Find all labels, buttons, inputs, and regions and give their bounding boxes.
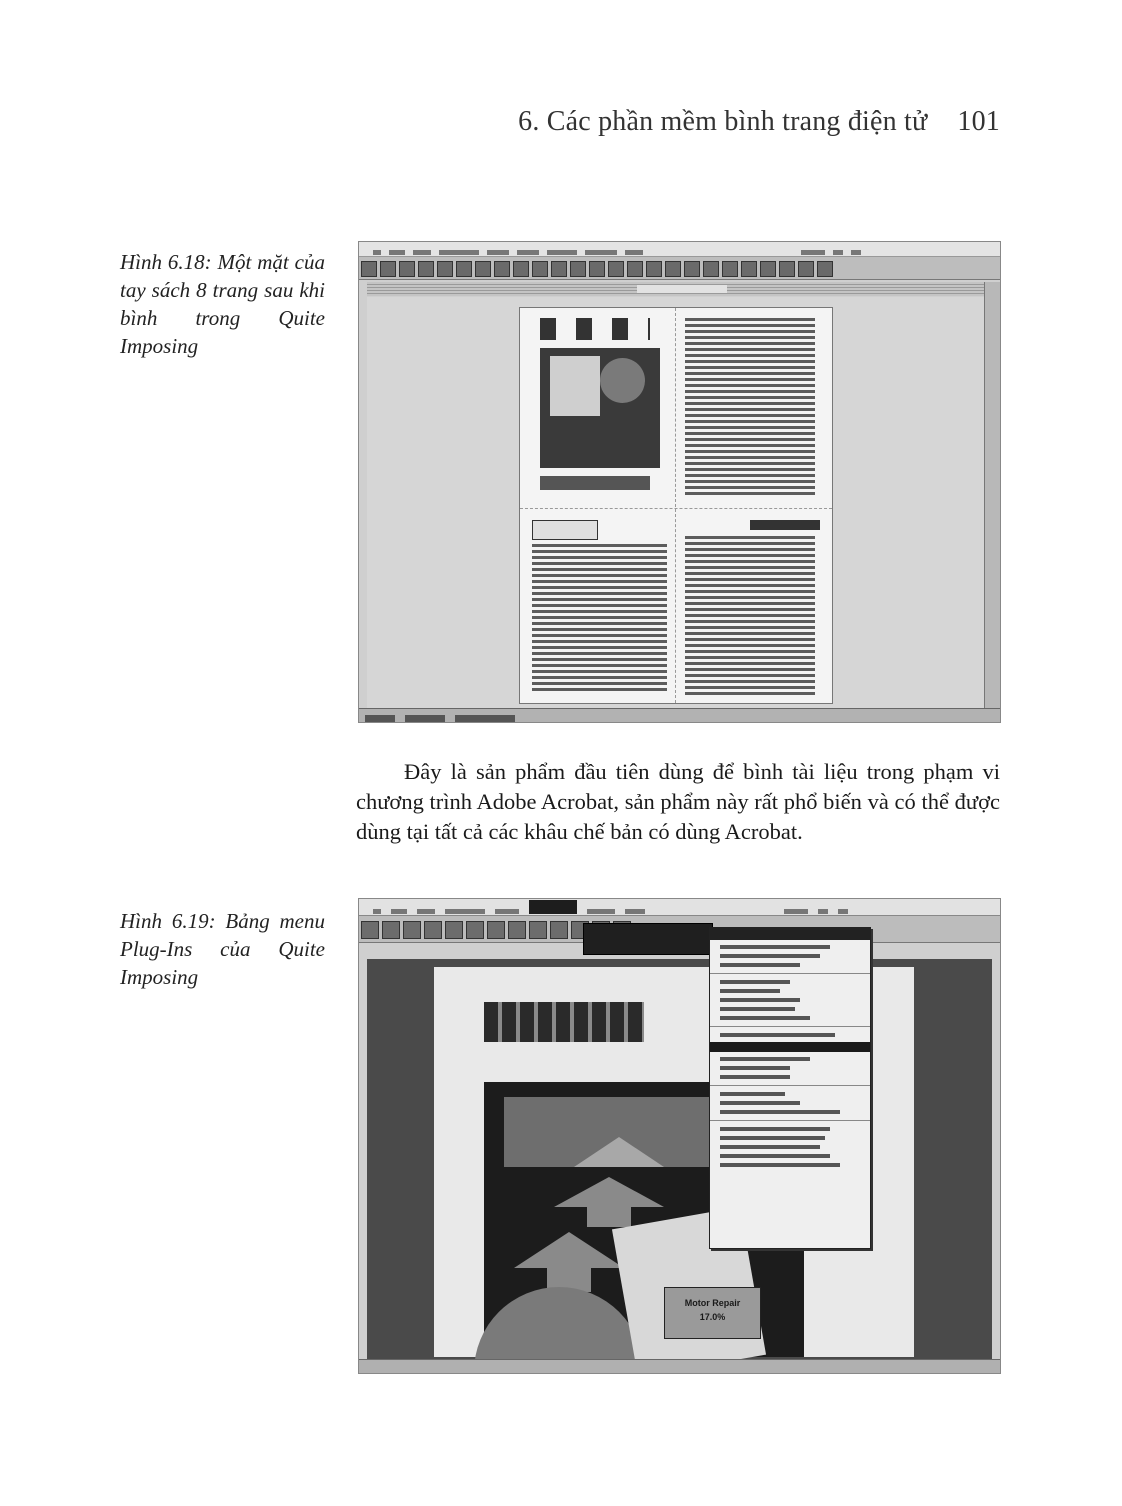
inset-label-2: 17.0% bbox=[699, 1312, 726, 1322]
running-header bbox=[518, 106, 1000, 138]
figure-6-19-screenshot bbox=[358, 898, 1001, 1374]
figure-6-18-screenshot bbox=[358, 241, 1001, 723]
quite-imposing-menu bbox=[709, 927, 871, 1249]
figure-caption-6-18: Hình 6.18: Một mặt của tay sách 8 trang sau khi bình trong Quite Imposing bbox=[120, 250, 325, 358]
plugins-submenu bbox=[583, 923, 713, 955]
app-menubar bbox=[359, 899, 1000, 916]
inset-label-1: Motor Repair bbox=[684, 1298, 741, 1308]
plugins-menu-selected bbox=[529, 900, 577, 914]
imposed-sheet bbox=[519, 307, 833, 704]
figure-caption-6-19: Hình 6.19: Bảng menu Plug-Ins của Quite Imposing bbox=[120, 909, 325, 989]
inset-callout bbox=[664, 1287, 761, 1339]
document-titlebar bbox=[367, 282, 984, 296]
page-number: 101 bbox=[957, 106, 1000, 137]
body-paragraph: Đây là sản phẩm đầu tiên dùng để bình tài liệu trong phạm vi chương trình Adobe Acrobat, sản phẩm này rất phổ biến và có thể được dùng tại tất cả các khâu chế bản có dùng Acrobat. bbox=[356, 759, 1000, 844]
app-menubar bbox=[359, 242, 1000, 257]
app-toolbar bbox=[359, 257, 1000, 280]
status-bar bbox=[359, 1359, 1000, 1373]
chapter-title: 6. Các phần mềm bình trang điện tử bbox=[518, 106, 928, 137]
status-bar bbox=[359, 708, 1000, 722]
vertical-scrollbar bbox=[984, 282, 1000, 708]
